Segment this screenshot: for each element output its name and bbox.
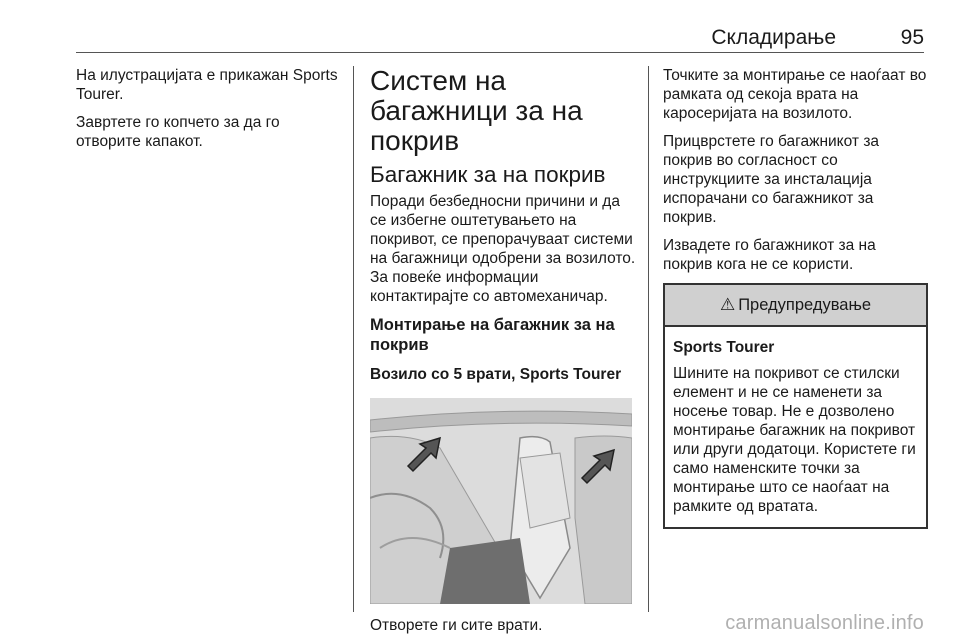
column-middle	[370, 66, 638, 644]
install-instructions-paragraph: Прицврстете го багажникот за покрив во согласност со инструкциите за инсталација испорачани со багажникот за покрив.	[663, 133, 880, 226]
knob-instruction: Завртете го копчето за да го отворите капакот.	[76, 114, 280, 150]
warning-title: Предупредување	[738, 295, 872, 314]
figure-caption: Отворете ги сите врати.	[370, 617, 543, 634]
page-header	[76, 26, 924, 53]
warning-body	[665, 327, 926, 527]
section-heading: Систем на багажници за на покрив	[370, 65, 583, 156]
column-divider	[353, 66, 354, 612]
subsection-heading: Багажник за на покрив	[370, 162, 606, 187]
section-title: Складирање	[711, 26, 836, 49]
column-divider	[648, 66, 649, 612]
illustration-note: На илустрацијата е прикажан Sports Tourer.	[76, 67, 338, 103]
warning-subtitle: Sports Tourer	[673, 339, 775, 356]
warning-header	[665, 285, 926, 327]
mounting-points-paragraph: Точките за монтирање се наоѓаат во рамката од секоја врата на каросеријата на возилото.	[663, 67, 927, 122]
safety-paragraph: Поради безбедносни причини и да се избегне оштетувањето на покривот, се препорачуваат системи на багажници одобрени за возилото. За повеќе информации контактирајте со автомеханичар.	[370, 193, 636, 305]
page-number: 95	[900, 26, 924, 49]
vehicle-variant-heading: Возило со 5 врати, Sports Tourer	[370, 366, 622, 383]
remove-rack-paragraph: Извадете го багажникот за на покрив кога не се користи.	[663, 237, 876, 273]
roof-rack-figure	[370, 398, 632, 604]
column-left	[76, 66, 340, 160]
watermark: carmanualsonline.info	[725, 612, 924, 634]
car-roof-mounting-points-illustration	[370, 398, 632, 604]
warning-text: Шините на покривот се стилски елемент и не се наменети за носење товар. Не е дозволено монтирање багажник на покривот или други додатоци. Користете ги само наменските точки за монтирање што се наоѓаат на рамките од вратата.	[673, 365, 916, 515]
column-right	[663, 66, 927, 529]
warning-box	[663, 283, 928, 529]
warning-triangle-icon: ⚠	[719, 295, 736, 314]
mounting-heading: Монтирање на багажник за на покрив	[370, 316, 615, 354]
